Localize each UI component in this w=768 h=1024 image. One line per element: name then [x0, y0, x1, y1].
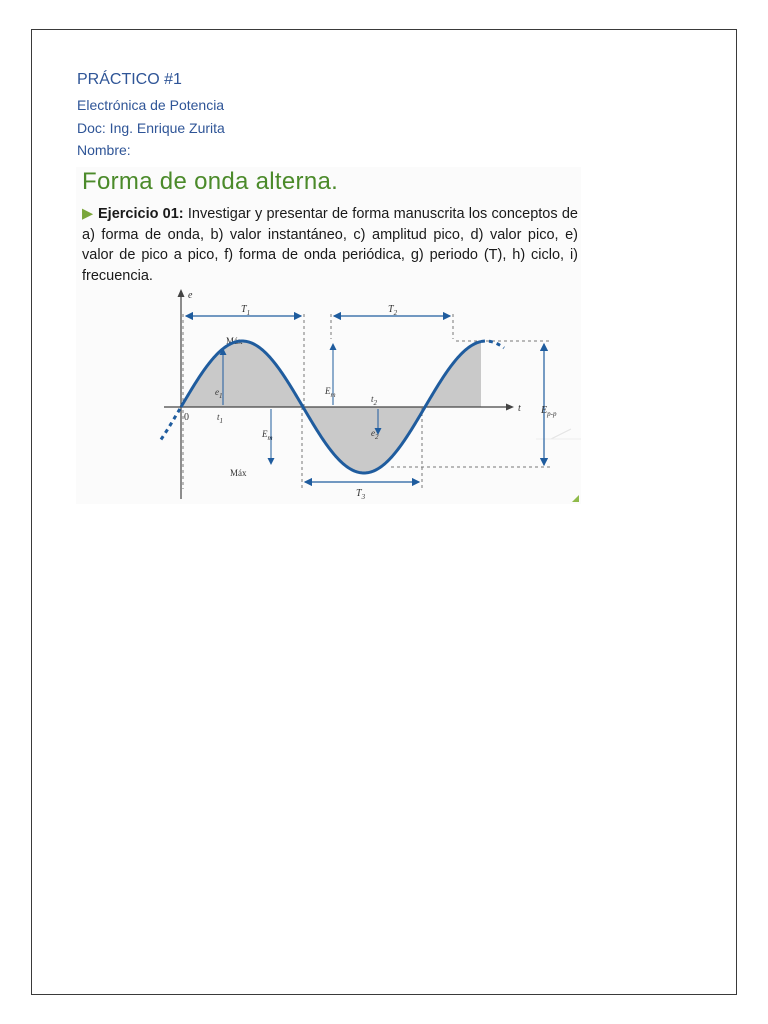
instant-label-e2: $e_2$	[371, 428, 379, 441]
x-axis-label: t	[518, 403, 521, 414]
teacher-line: Doc: Ing. Enrique Zurita	[77, 119, 225, 136]
peak-to-peak-label: $E_{p-p}$	[541, 405, 557, 418]
exercise-text: Investigar y presentar de forma manuscrita los conceptos de a) forma de onda, b) valor instantáneo, c) amplitud pico, d) valor pico, e) valor de pico a pico, f) forma de onda periódica, g) periodo (T), h) ciclo, i) frecuencia.	[82, 206, 578, 284]
sine-wave-right-continuation	[481, 341, 504, 348]
subject-line: Electrónica de Potencia	[77, 97, 225, 113]
peak-label-bottom: $E_m$	[262, 429, 273, 442]
bullet-arrow-icon: ▶	[82, 206, 94, 222]
peak-label-top: $E_m$	[325, 386, 336, 399]
period-label-t3: $T_3$	[356, 488, 366, 501]
origin-label: 0	[184, 412, 189, 423]
sine-wave-left-continuation	[161, 407, 181, 440]
max-label-top: Máx	[226, 336, 243, 346]
practice-title: PRÁCTICO #1	[77, 71, 182, 88]
sine-waveform-diagram	[76, 289, 581, 504]
time-label-t1: $t_1$	[217, 412, 224, 425]
period-label-t2: $T_2$	[388, 304, 398, 317]
slide-title: Forma de onda alterna.	[82, 168, 339, 195]
max-label-bottom: Máx	[230, 468, 247, 478]
exercise-label: Ejercicio 01:	[98, 206, 184, 222]
period-label-t1: $T_1$	[241, 304, 251, 317]
time-label-t2: $t_2$	[371, 394, 378, 407]
embedded-slide-image	[76, 167, 581, 504]
exercise-paragraph	[82, 204, 578, 286]
y-axis-label: e	[188, 290, 193, 301]
slide-corner-marker	[572, 495, 579, 502]
document-header	[77, 70, 225, 162]
instant-label-e1: $e_1$	[215, 387, 223, 400]
name-field-label: Nombre:	[77, 142, 131, 158]
